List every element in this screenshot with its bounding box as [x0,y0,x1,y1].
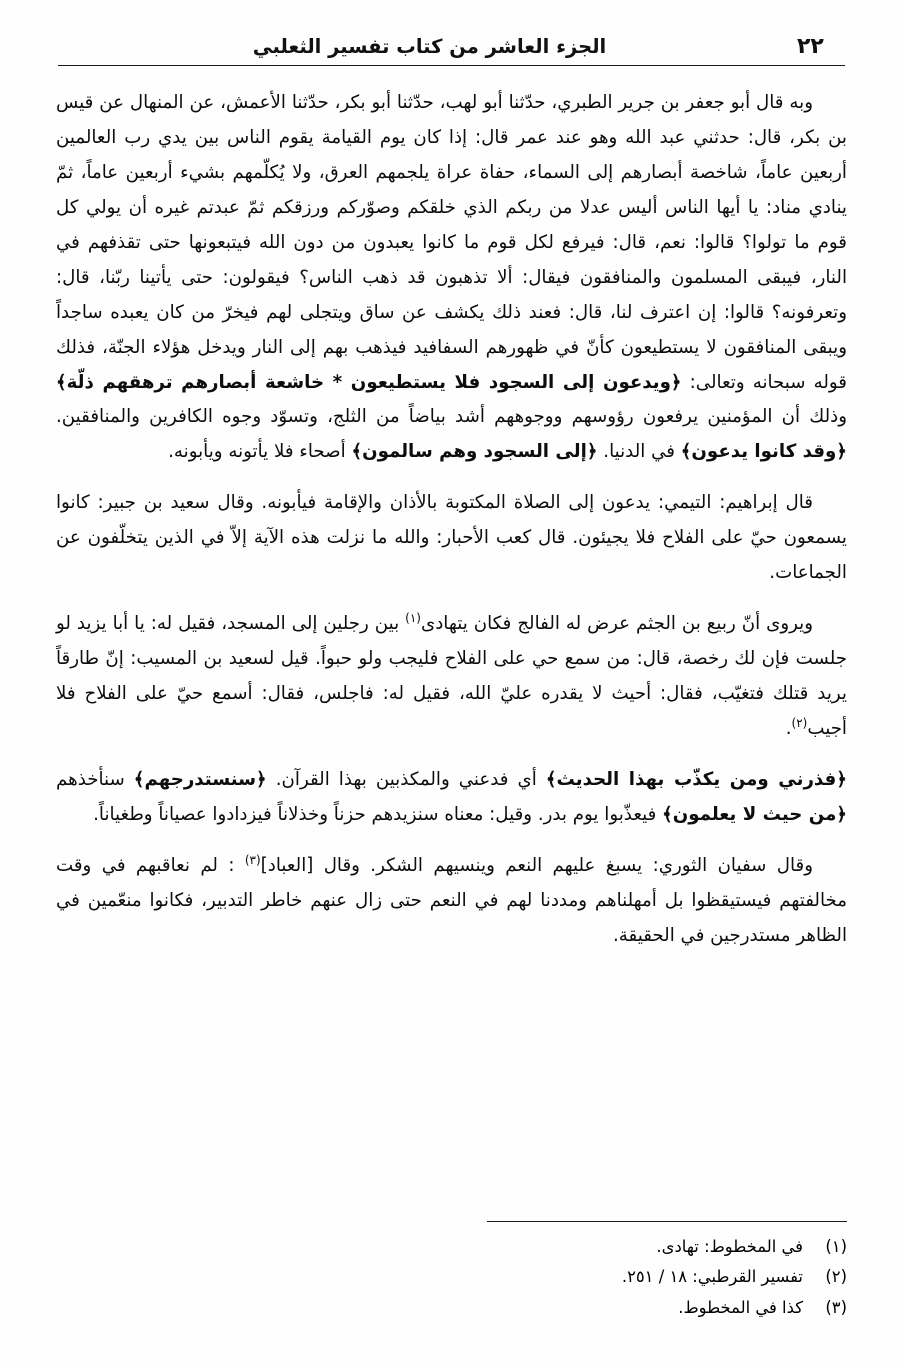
paragraph-6-rest: : لم نعاقبهم في وقت مخالفتهم فيستيقظوا بل أمهلناهم ومددنا لهم في النعم حتى زال عنهم خاطر التدبير، فكانوا منعّمين في الظاهر مستدرجين في الحقيقة. [56,854,847,946]
paragraph-4-rest: . [785,718,792,740]
footnote-text: تفسير القرطبي: ١٨ / ٢٥١. [621,1267,803,1287]
page-header [56,34,847,59]
footnote-ref-3[interactable]: (٣) [244,852,261,867]
paragraph-5-after-quote-4: أي فدعني والمكذبين بهذا القرآن. [275,769,537,790]
paragraph-1 [56,86,847,470]
quran-quote-3: ﴿إلى السجود وهم سالمون﴾ [351,441,598,463]
footnote-marker: (٢) [825,1267,847,1287]
page-number: ٢٢ [797,34,824,59]
quran-quote-2: ﴿وقد كانوا يدعون﴾ [680,441,847,463]
quran-quote-1: ﴿ويدعون إلى السجود فلا يستطيعون * خاشعة أبصارهم ترهقهم ذلّة﴾ [56,371,682,393]
header-divider [58,65,845,66]
page-title: الجزء العاشر من كتاب تفسير الثعلبي [252,35,607,58]
paragraph-5 [56,763,847,833]
footnote-ref-1[interactable]: (١) [405,611,421,626]
footnote-item [447,1232,847,1262]
paragraph-3 [56,607,847,747]
paragraph-6-text: وقال سفيان الثوري: يسبغ عليهم النعم وينسيهم الشكر. وقال [العباد] [260,854,813,876]
page-body [56,86,847,954]
footnote-item [447,1293,847,1323]
paragraph-3-text: ويروى أنّ ربيع بن الجثم عرض له الفالج فكان يتهادى [420,613,813,635]
paragraph-5-after-quote-5: سنأخذهم [56,769,125,790]
paragraph-1-after-quote-2: في الدنيا. [603,441,675,463]
footnote-marker: (٣) [825,1297,847,1317]
paragraph-1-after-quote-3: أصحاء فلا يأتونه ويأبونه. [168,441,346,463]
paragraph-5-after-quote-6: فيعذّبوا يوم بدر. وقيل: معناه سنزيدهم حزناً وخذلاناً فيزدادوا عصياناً وطغياناً. [93,803,657,825]
quran-quote-6: ﴿من حيث لا يعلمون﴾ [662,803,847,825]
quran-quote-4: ﴿فذرني ومن يكذّب بهذا الحديث﴾ [545,769,847,790]
paragraph-3-rest: بين رجلين إلى المسجد، فقيل له: يا أبا يزيد لو جلست فإن لك رخصة، قال: من سمع حي على الفلاح فليجب ولو حبواً. [56,613,847,670]
paragraph-1-text: وبه قال أبو جعفر بن جرير الطبري، حدّثنا أبو لهب، حدّثنا أبو بكر، حدّثنا الأعمش، عن المنهال عن قيس بن بكر، قال: حدثني عبد الله وهو عند عمر قال: إذا كان يوم القيامة يقوم الناس بين يدي رب العالمين أربعين عاماً، شاخصة أبصارهم إلى السماء، حفاة عراة يلجمهم العرق، ولا يُكلّمهم بشيء أربعين عاماً، ثمّ ينادي مناد: يا أيها الناس أليس عدلا من ربكم الذي خلقكم وصوّركم ورزقكم ثمّ عبدتم غيره أن يولي كل قوم ما تولوا؟ قالوا: نعم، قال: فيرفع لكل قوم ما كانوا يعبدون من دون الله فيتبعونها حتى تقذفهم في النار، فيبقى المسلمون والمنافقون فيقال: ألا تذهبون قد ذهب الناس؟ فيقولون: حتى يأتينا ربّنا، قال: وتعرفونه؟ قالوا: إن اعترف لنا، قال: فعند ذلك يكشف عن ساق ويتجلى لهم فيخرّ من كان يعبده ساجداً ويبقى المنافقون لا يستطيعون كأنّ في ظهورهم السفافيد فيذهب بهم إلى النار ويدخل هؤلاء الجنّة، فذلك قوله سبحانه وتعالى: [56,92,847,393]
footnote-item [447,1262,847,1292]
footnote-text: في المخطوط: تهادى. [656,1236,803,1256]
paragraph-6 [56,849,847,954]
paragraph-2 [56,486,847,591]
paragraph-1-after-quote-1: وذلك أن المؤمنين يرفعون رؤوسهم ووجوههم أشد بياضاً من الثلج، وتسوّد وجوه الكافرين والمنافقين. [56,406,847,428]
paragraph-2-text: قال إبراهيم: التيمي: يدعون إلى الصلاة المكتوبة بالأذان والإقامة فيأبونه. وقال سعيد بن جبير: كانوا يسمعون حيّ على الفلاح فلا يجيئون. قال كعب الأحبار: والله ما نزلت هذه الآية إلاّ في الذين يتخلّفون عن الجماعات. [56,492,847,584]
footnotes-section [447,1221,847,1323]
footnote-ref-2[interactable]: (٢) [791,716,808,730]
footnote-text: كذا في المخطوط. [678,1297,803,1317]
footnotes-divider [487,1221,847,1222]
footnote-marker: (١) [825,1236,847,1256]
paragraph-4-text: قيل لسعيد بن المسيب: إنّ طارقاً يريد قتلك فتغيّب، فقال: أحيث لا يقدره عليّ الله، فقيل له: فاجلس، فقال: أسمع حيّ على الفلاح فلا أجيب [56,648,847,740]
quran-quote-5: ﴿سنستدرجهم﴾ [133,769,267,790]
